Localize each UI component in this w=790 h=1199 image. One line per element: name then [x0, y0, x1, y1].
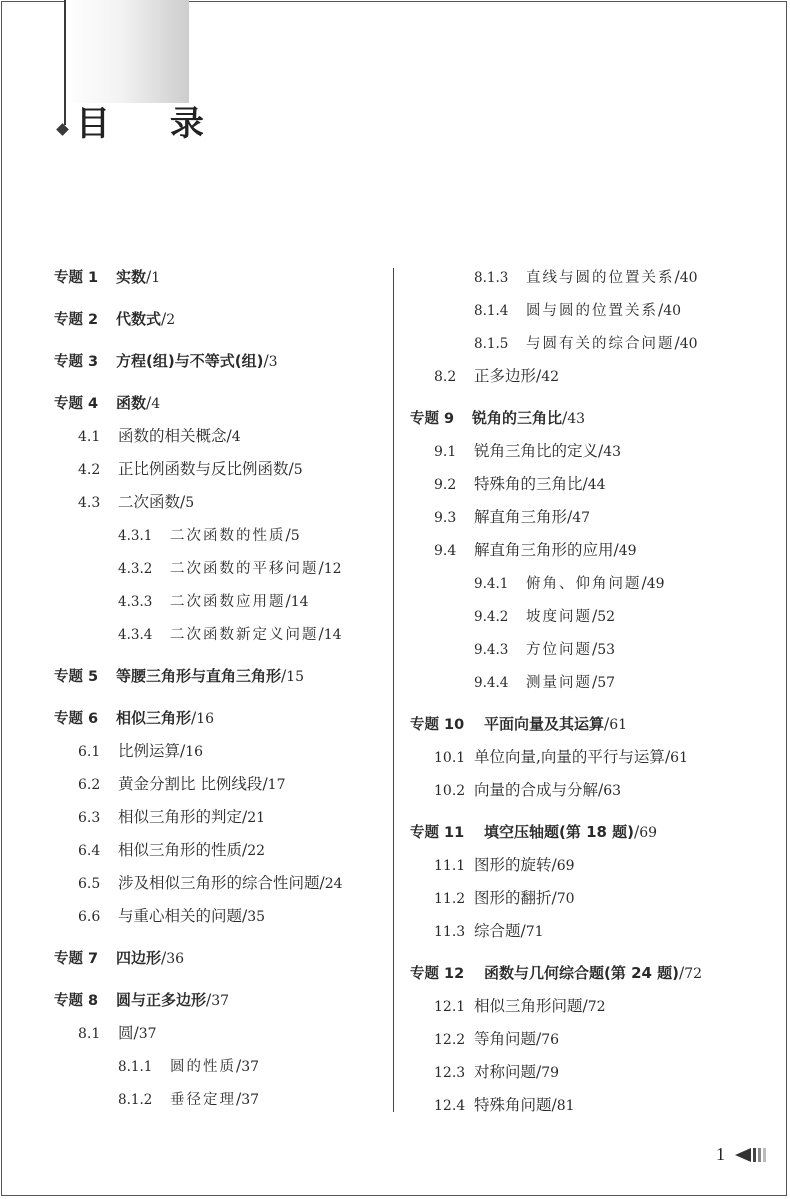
- toc-entry[interactable]: [78, 736, 203, 767]
- toc-entry-title: 方程(组)与不等式(组): [116, 352, 264, 370]
- toc-entry[interactable]: [54, 943, 184, 974]
- toc-entry-page: 49: [618, 543, 637, 559]
- toc-entry-page: 21: [247, 810, 266, 826]
- toc-entry-title: 坡度问题: [526, 609, 592, 625]
- toc-entry[interactable]: [54, 661, 304, 692]
- toc-entry-title: 等腰三角形与直角三角形: [116, 667, 282, 685]
- toc-entry-page: 57: [597, 675, 616, 691]
- toc-entry[interactable]: [54, 388, 160, 419]
- toc-entry-page: 37: [211, 993, 230, 1009]
- toc-entry-number: 10.1: [434, 750, 466, 766]
- toc-entry-page: 79: [541, 1065, 560, 1081]
- toc-entry-number: 专题 1: [54, 270, 99, 286]
- toc-entry[interactable]: [434, 991, 606, 1022]
- toc-entry-title: 图形的旋转: [474, 856, 552, 874]
- page-separator: /: [613, 541, 619, 559]
- page-separator: /: [592, 607, 598, 625]
- toc-entry[interactable]: [118, 586, 309, 617]
- page-separator: /: [598, 781, 604, 799]
- toc-entry[interactable]: [78, 454, 303, 485]
- toc-entry-page: 43: [567, 411, 586, 427]
- toc-entry-page: 40: [679, 270, 698, 286]
- toc-entry-title: 圆: [118, 1024, 134, 1042]
- toc-entry-page: 70: [556, 891, 575, 907]
- toc-entry-page: 37: [241, 1059, 260, 1075]
- toc-entry-title: 等角问题: [474, 1030, 537, 1048]
- page-separator: /: [551, 1096, 557, 1114]
- toc-entry-number: 8.2: [434, 369, 457, 385]
- toc-entry-title: 圆的性质: [170, 1059, 236, 1075]
- toc-entry-page: 63: [603, 783, 622, 799]
- page-separator: /: [180, 493, 186, 511]
- toc-entry-title: 四边形: [116, 949, 162, 967]
- toc-entry-title: 正多边形: [474, 367, 537, 385]
- toc-entry-number: 专题 4: [54, 396, 99, 412]
- toc-entry-number: 8.1.2: [118, 1092, 153, 1108]
- page-separator: /: [679, 964, 685, 982]
- toc-entry-number: 9.4.1: [474, 576, 509, 592]
- toc-entry[interactable]: [78, 769, 286, 800]
- page-separator: /: [674, 268, 680, 286]
- toc-entry-number: 专题 7: [54, 951, 99, 967]
- page-separator: /: [133, 1024, 139, 1042]
- toc-entry[interactable]: [434, 502, 590, 533]
- page-separator: /: [288, 460, 294, 478]
- toc-entry-number: 8.1.1: [118, 1059, 153, 1075]
- page-separator: /: [226, 427, 232, 445]
- toc-entry-page: 72: [587, 999, 606, 1015]
- toc-entry[interactable]: [474, 295, 681, 326]
- toc-entry-page: 16: [196, 711, 215, 727]
- page-separator: /: [664, 748, 671, 766]
- toc-entry[interactable]: [118, 520, 300, 551]
- toc-entry-title: 综合题: [474, 922, 521, 940]
- page-number: 1: [716, 1144, 725, 1164]
- toc-entry[interactable]: [474, 328, 698, 359]
- toc-entry-title: 与圆有关的综合问题: [526, 336, 675, 352]
- toc-entry-title: 相似三角形: [116, 709, 192, 727]
- toc-entry[interactable]: [118, 553, 342, 584]
- toc-entry-title: 实数: [116, 268, 147, 286]
- toc-entry-number: 专题 9: [410, 411, 455, 427]
- page-marker-icon: [735, 1148, 766, 1162]
- toc-entry-title: 锐角的三角比: [472, 409, 563, 427]
- toc-entry-title: 方位问题: [526, 642, 592, 658]
- toc-entry-page: 16: [185, 744, 204, 760]
- toc-entry-page: 69: [639, 825, 658, 841]
- page-separator: /: [582, 475, 588, 493]
- toc-entry[interactable]: [118, 619, 342, 650]
- toc-entry[interactable]: [474, 601, 615, 632]
- header-gradient-band: [64, 0, 189, 103]
- page-separator: /: [634, 823, 640, 841]
- toc-entry-number: 10.2: [434, 783, 466, 799]
- toc-entry-title: 特殊角问题: [474, 1096, 552, 1114]
- toc-entry-title: 二次函数的性质: [170, 528, 286, 544]
- toc-entry-page: 15: [286, 669, 305, 685]
- toc-entry-number: 4.3.2: [118, 561, 153, 577]
- toc-entry-title: 比例运算: [118, 742, 181, 760]
- page-separator: /: [551, 889, 557, 907]
- page-title: 目 录: [76, 104, 228, 144]
- toc-entry-title: 垂径定理: [170, 1092, 236, 1108]
- page-separator: /: [242, 808, 248, 826]
- toc-entry-page: 17: [267, 777, 286, 793]
- page-separator: /: [242, 841, 248, 859]
- page-separator: /: [236, 1057, 242, 1075]
- toc-entry-title: 单位向量,向量的平行与运算: [474, 748, 665, 766]
- toc-entry-page: 49: [646, 576, 665, 592]
- page-separator: /: [592, 640, 598, 658]
- page-separator: /: [658, 301, 664, 319]
- page-separator: /: [319, 874, 325, 892]
- toc-entry-page: 40: [663, 303, 682, 319]
- toc-entry-title: 特殊角的三角比: [474, 475, 583, 493]
- toc-entry-number: 9.2: [434, 477, 457, 493]
- toc-entry-title: 相似三角形的性质: [118, 841, 243, 859]
- toc-entry-number: 8.1.4: [474, 303, 509, 319]
- page-separator: /: [520, 922, 526, 940]
- page-separator: /: [263, 352, 269, 370]
- toc-entry[interactable]: [434, 535, 637, 566]
- toc-entry[interactable]: [410, 403, 585, 434]
- toc-entry[interactable]: [474, 667, 615, 698]
- toc-entry-title: 对称问题: [474, 1063, 537, 1081]
- page-separator: /: [567, 508, 573, 526]
- toc-entry-title: 向量的合成与分解: [474, 781, 599, 799]
- toc-entry[interactable]: [54, 985, 229, 1016]
- toc-entry[interactable]: [474, 568, 665, 599]
- page-separator: /: [604, 715, 610, 733]
- toc-entry-title: 圆与正多边形: [116, 991, 207, 1009]
- toc-entry-page: 61: [670, 750, 688, 766]
- toc-entry-number: 4.2: [78, 462, 101, 478]
- toc-entry-page: 4: [231, 429, 241, 445]
- page-separator: /: [242, 907, 248, 925]
- toc-entry-number: 9.4.4: [474, 675, 509, 691]
- page-separator: /: [536, 367, 542, 385]
- toc-entry-page: 71: [525, 924, 544, 940]
- toc-entry[interactable]: [434, 469, 606, 500]
- toc-entry[interactable]: [434, 1057, 559, 1088]
- toc-entry-title: 与重心相关的问题: [118, 907, 243, 925]
- toc-entry-title: 解直角三角形的应用: [474, 541, 614, 559]
- toc-entry-number: 专题 5: [54, 669, 99, 685]
- page-separator: /: [562, 409, 568, 427]
- toc-entry-title: 涉及相似三角形的综合性问题: [118, 874, 320, 892]
- toc-entry-page: 81: [556, 1098, 575, 1114]
- page-separator: /: [536, 1030, 542, 1048]
- toc-entry-page: 69: [556, 858, 575, 874]
- toc-entry-number: 专题 3: [54, 354, 99, 370]
- toc-entry[interactable]: [54, 703, 214, 734]
- toc-entry-title: 黄金分割比 比例线段: [118, 775, 263, 793]
- toc-entry-title: 函数的相关概念: [118, 427, 227, 445]
- page-separator: /: [674, 334, 680, 352]
- toc-entry-number: 6.1: [78, 744, 101, 760]
- toc-entry[interactable]: [78, 901, 265, 932]
- toc-entry[interactable]: [434, 361, 559, 392]
- toc-entry-number: 12.2: [434, 1032, 466, 1048]
- toc-entry-number: 9.4: [434, 543, 457, 559]
- page-separator: /: [592, 673, 598, 691]
- toc-entry[interactable]: [434, 850, 575, 881]
- toc-entry-number: 专题 10: [410, 717, 465, 733]
- page-separator: /: [318, 625, 324, 643]
- toc-entry-number: 4.1: [78, 429, 101, 445]
- toc-entry-page: 24: [324, 876, 343, 892]
- toc-entry-page: 2: [166, 312, 176, 328]
- toc-entry-page: 14: [290, 594, 309, 610]
- toc-entry-page: 1: [151, 270, 161, 286]
- toc-entry-page: 3: [268, 354, 278, 370]
- toc-entry[interactable]: [118, 1051, 259, 1082]
- toc-entry[interactable]: [78, 802, 265, 833]
- toc-entry-title: 代数式: [116, 310, 162, 328]
- toc-entry-number: 9.4.3: [474, 642, 509, 658]
- toc-entry-number: 专题 11: [410, 825, 465, 841]
- toc-entry[interactable]: [410, 817, 657, 848]
- toc-entry-page: 53: [597, 642, 616, 658]
- toc-entry-page: 22: [247, 843, 266, 859]
- toc-entry-number: 12.3: [434, 1065, 466, 1081]
- page-separator: /: [191, 709, 197, 727]
- toc-entry-title: 二次函数: [118, 493, 181, 511]
- toc-entry-page: 47: [572, 510, 591, 526]
- toc-entry-number: 6.5: [78, 876, 101, 892]
- toc-entry-page: 37: [241, 1092, 260, 1108]
- toc-entry-title: 正比例函数与反比例函数: [118, 460, 289, 478]
- toc-entry[interactable]: [434, 436, 621, 467]
- toc-entry[interactable]: [78, 868, 343, 899]
- toc-entry-page: 5: [293, 462, 303, 478]
- toc-entry-number: 9.4.2: [474, 609, 509, 625]
- toc-entry-page: 36: [166, 951, 185, 967]
- toc-entry-number: 12.1: [434, 999, 466, 1015]
- toc-entry-number: 4.3.3: [118, 594, 153, 610]
- toc-entry-title: 填空压轴题(第 18 题): [484, 823, 635, 841]
- toc-entry[interactable]: [474, 262, 698, 293]
- toc-entry-title: 平面向量及其运算: [484, 715, 605, 733]
- toc-entry-page: 4: [151, 396, 161, 412]
- toc-entry-page: 76: [541, 1032, 560, 1048]
- page-separator: /: [285, 526, 291, 544]
- page-separator: /: [551, 856, 557, 874]
- toc-entry-number: 专题 8: [54, 993, 99, 1009]
- toc-entry-title: 二次函数的平移问题: [170, 561, 319, 577]
- toc-entry-page: 43: [603, 444, 622, 460]
- toc-entry-page: 5: [290, 528, 300, 544]
- toc-entry[interactable]: [78, 1018, 157, 1049]
- page-separator: /: [161, 310, 167, 328]
- toc-entry-number: 6.2: [78, 777, 101, 793]
- page-separator: /: [180, 742, 186, 760]
- toc-entry[interactable]: [54, 346, 278, 377]
- toc-entry-title: 圆与圆的位置关系: [526, 303, 658, 319]
- toc-entry-title: 解直角三角形: [474, 508, 568, 526]
- toc-entry-page: 42: [541, 369, 560, 385]
- toc-entry-page: 72: [684, 966, 703, 982]
- toc-entry[interactable]: [410, 958, 702, 989]
- toc-entry[interactable]: [434, 775, 621, 806]
- toc-entry-page: 5: [185, 495, 195, 511]
- header-vertical-rule: [64, 0, 66, 125]
- toc-entry-number: 6.3: [78, 810, 101, 826]
- toc-entry-page: 12: [323, 561, 342, 577]
- page-separator: /: [582, 997, 588, 1015]
- toc-entry-number: 4.3.1: [118, 528, 153, 544]
- toc-entry-number: 9.1: [434, 444, 457, 460]
- toc-entry-number: 11.3: [434, 924, 466, 940]
- page-footer: [716, 1144, 766, 1165]
- toc-entry-number: 11.1: [434, 858, 466, 874]
- toc-entry[interactable]: [54, 262, 160, 293]
- toc-entry-number: 专题 2: [54, 312, 99, 328]
- toc-entry-number: 8.1.3: [474, 270, 509, 286]
- toc-entry-number: 8.1: [78, 1026, 101, 1042]
- toc-entry-page: 35: [247, 909, 266, 925]
- toc-entry[interactable]: [78, 487, 194, 518]
- toc-entry[interactable]: [78, 835, 265, 866]
- toc-entry[interactable]: [78, 421, 241, 452]
- toc-entry-title: 相似三角形的判定: [118, 808, 243, 826]
- toc-entry-title: 测量问题: [526, 675, 592, 691]
- page-separator: /: [641, 574, 647, 592]
- toc-entry[interactable]: [434, 883, 575, 914]
- toc-entry-number: 4.3: [78, 495, 101, 511]
- toc-entry-number: 11.2: [434, 891, 466, 907]
- toc-entry-page: 61: [609, 717, 628, 733]
- toc-entry[interactable]: [54, 304, 175, 335]
- page-separator: /: [206, 991, 212, 1009]
- toc-entry-title: 二次函数应用题: [170, 594, 286, 610]
- toc-entry-number: 6.6: [78, 909, 101, 925]
- toc-entry-page: 40: [679, 336, 698, 352]
- page-separator: /: [146, 268, 152, 286]
- page-separator: /: [281, 667, 287, 685]
- page-separator: /: [536, 1063, 542, 1081]
- toc-entry-title: 直线与圆的位置关系: [526, 270, 675, 286]
- page-separator: /: [236, 1090, 242, 1108]
- toc-entry-number: 9.3: [434, 510, 457, 526]
- toc-entry[interactable]: [410, 709, 627, 740]
- page-separator: /: [161, 949, 167, 967]
- toc-entry-title: 函数与几何综合题(第 24 题): [484, 964, 680, 982]
- toc-entry-title: 函数: [116, 394, 147, 412]
- toc-entry[interactable]: [434, 742, 688, 773]
- toc-entry-number: 专题 6: [54, 711, 99, 727]
- page-separator: /: [262, 775, 268, 793]
- toc-entry[interactable]: [118, 1084, 259, 1115]
- toc-entry-title: 二次函数新定义问题: [170, 627, 319, 643]
- toc-entry-page: 14: [323, 627, 342, 643]
- column-divider: [393, 268, 394, 1112]
- toc-entry-number: 6.4: [78, 843, 101, 859]
- toc-entry-number: 12.4: [434, 1098, 466, 1114]
- page-separator: /: [318, 559, 324, 577]
- toc-entry[interactable]: [434, 1024, 559, 1055]
- toc-entry-page: 37: [138, 1026, 157, 1042]
- toc-entry-page: 44: [587, 477, 606, 493]
- toc-entry-title: 锐角三角比的定义: [474, 442, 599, 460]
- toc-entry-number: 专题 12: [410, 966, 465, 982]
- toc-entry[interactable]: [434, 916, 544, 947]
- toc-entry[interactable]: [474, 634, 615, 665]
- page-separator: /: [598, 442, 604, 460]
- page-separator: /: [146, 394, 152, 412]
- toc-entry-title: 图形的翻折: [474, 889, 552, 907]
- toc-entry-title: 俯角、仰角问题: [526, 576, 642, 592]
- toc-entry-page: 52: [597, 609, 616, 625]
- toc-entry-title: 相似三角形问题: [474, 997, 583, 1015]
- toc-entry-number: 4.3.4: [118, 627, 153, 643]
- toc-entry-number: 8.1.5: [474, 336, 509, 352]
- toc-entry[interactable]: [434, 1090, 575, 1121]
- page-separator: /: [285, 592, 291, 610]
